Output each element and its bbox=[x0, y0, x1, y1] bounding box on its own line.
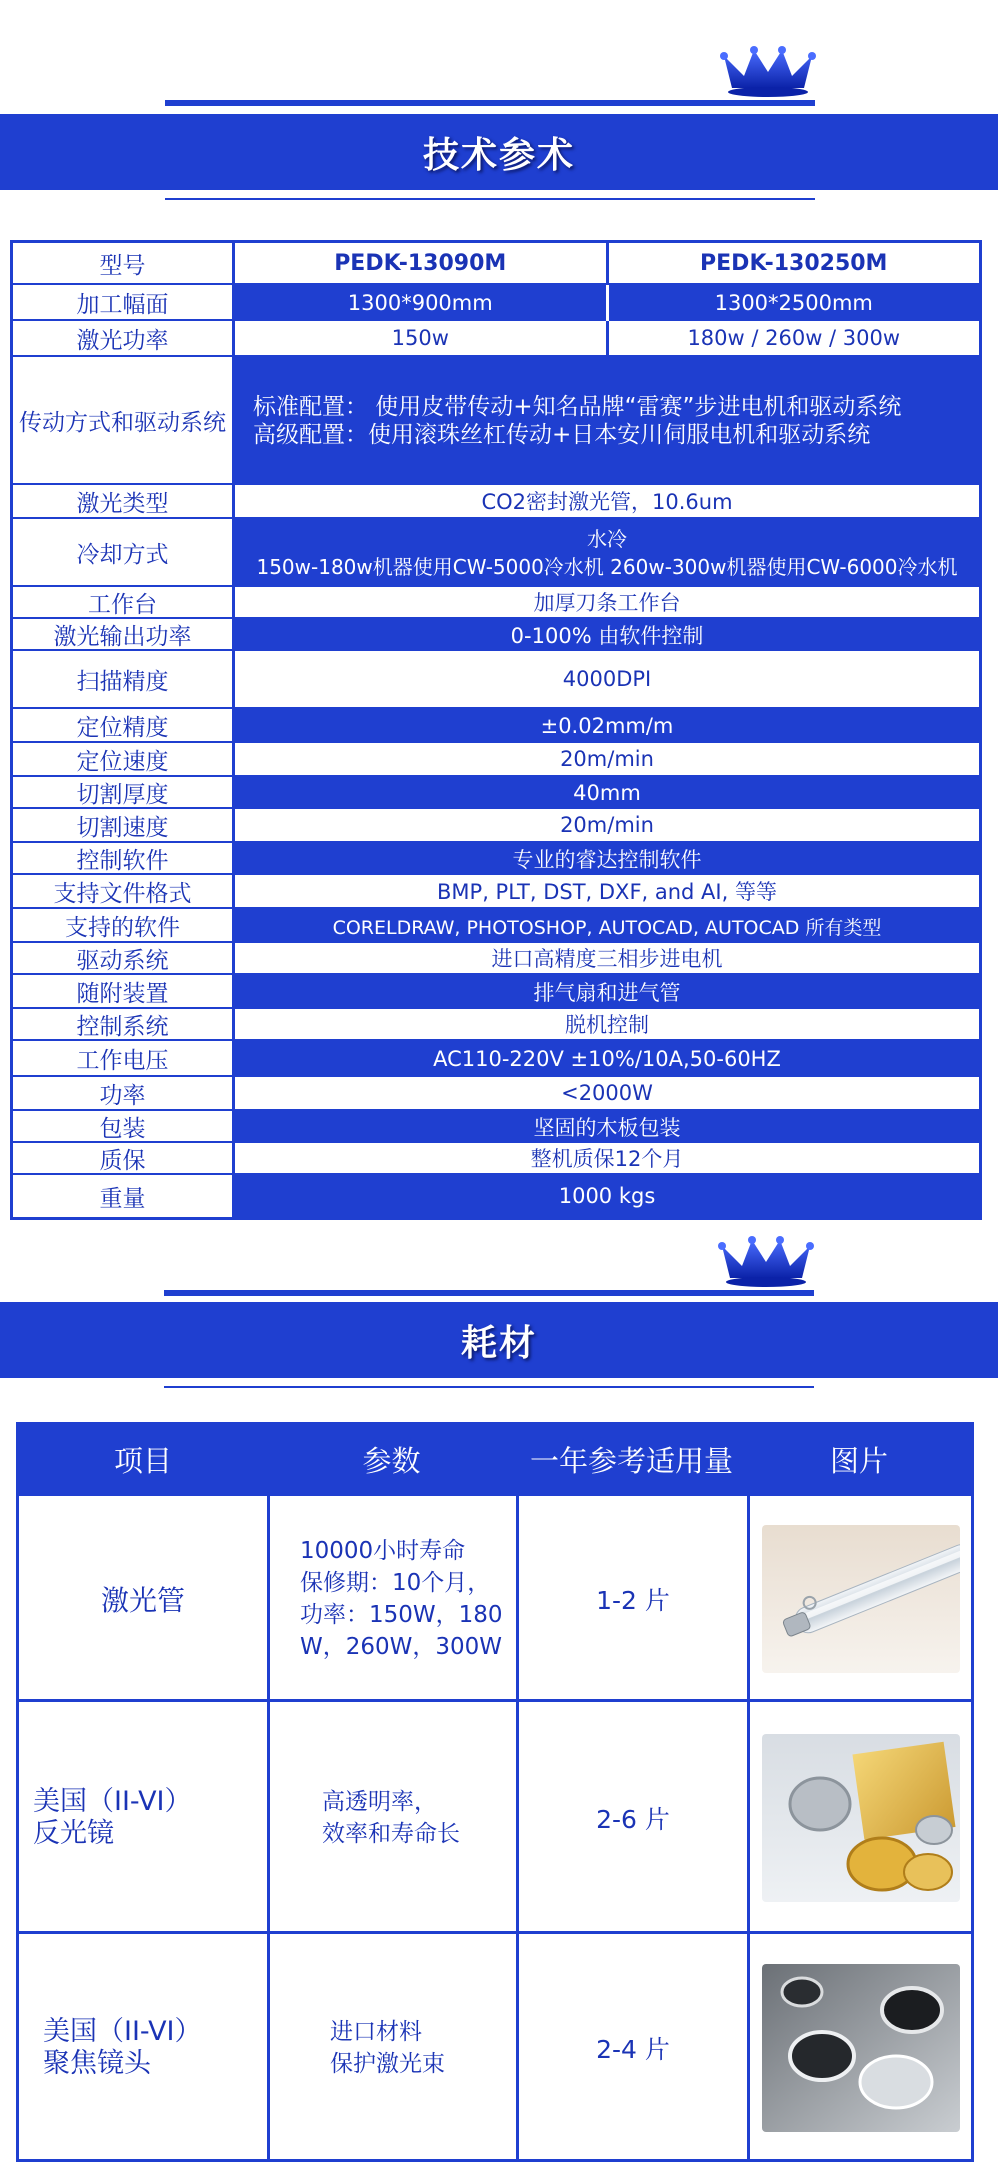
spec-value: AC110-220V ±10%/10A,50-60HZ bbox=[235, 1041, 979, 1077]
spec-value: <2000W bbox=[235, 1077, 979, 1111]
spec-label: 工作电压 bbox=[13, 1041, 235, 1077]
spec-label: 冷却方式 bbox=[13, 519, 235, 587]
spec-value: 40mm bbox=[235, 777, 979, 809]
section-banner-consumables bbox=[0, 1302, 998, 1378]
column-header: 图片 bbox=[829, 1443, 888, 1478]
spec-value: 专业的睿达控制软件 bbox=[235, 843, 979, 875]
param-line: W，260W，300W bbox=[300, 1634, 503, 1660]
param-line: 功率：150W，180 bbox=[300, 1602, 503, 1628]
column-header: 一年参考适用量 bbox=[529, 1443, 733, 1478]
spec-value-line: 标准配置： 使用皮带传动+知名品牌“雷赛”步进电机和驱动系统 bbox=[253, 394, 902, 420]
spec-label: 加工幅面 bbox=[13, 285, 235, 321]
param-line: 10000小时寿命 bbox=[300, 1538, 466, 1564]
spec-value: 排气扇和进气管 bbox=[235, 975, 979, 1009]
item-name-line: 聚焦镜头 bbox=[43, 2048, 151, 2079]
section-title: 耗材 bbox=[460, 1322, 537, 1364]
model-name: PEDK-130250M bbox=[606, 243, 980, 285]
spec-value: 20m/min bbox=[235, 809, 979, 843]
spec-value: CORELDRAW, PHOTOSHOP, AUTOCAD, AUTOCAD 所有类型 bbox=[235, 909, 979, 943]
column-header: 参数 bbox=[362, 1443, 421, 1478]
spec-label: 支持文件格式 bbox=[13, 875, 235, 909]
spec-value: 4000DPI bbox=[235, 651, 979, 709]
laser-tube-image bbox=[762, 1525, 960, 1673]
consumables-table bbox=[16, 1422, 974, 2162]
divider bbox=[164, 1386, 814, 1388]
spec-value: 1300*900mm bbox=[235, 285, 606, 321]
item-name-line: 反光镜 bbox=[33, 1818, 114, 1849]
spec-label: 功率 bbox=[13, 1077, 235, 1111]
spec-value: CO2密封激光管，10.6um bbox=[235, 485, 979, 519]
spec-label: 切割速度 bbox=[13, 809, 235, 843]
spec-value: 150w bbox=[235, 321, 606, 357]
spec-label: 定位速度 bbox=[13, 743, 235, 777]
item-name-line: 美国（II-VI） bbox=[43, 2016, 202, 2047]
item-name: 激光管 bbox=[100, 1584, 185, 1617]
section-title: 技术参术 bbox=[422, 134, 575, 176]
spec-label: 随附装置 bbox=[13, 975, 235, 1009]
spec-label: 工作台 bbox=[13, 587, 235, 619]
crown-icon bbox=[716, 1232, 816, 1288]
spec-value-line: 水冷 bbox=[587, 527, 627, 551]
annual-qty: 1-2 片 bbox=[516, 1496, 747, 1702]
spec-label: 包装 bbox=[13, 1111, 235, 1143]
item-name-line: 美国（II-VI） bbox=[33, 1786, 192, 1817]
spec-value: ±0.02mm/m bbox=[235, 709, 979, 743]
column-header: 项目 bbox=[113, 1443, 172, 1478]
spec-label: 激光类型 bbox=[13, 485, 235, 519]
table-row bbox=[19, 1931, 971, 2162]
table-row bbox=[19, 1493, 971, 1702]
model-name: PEDK-13090M bbox=[235, 243, 606, 285]
param-line: 保护激光束 bbox=[330, 2051, 445, 2077]
spec-label: 定位精度 bbox=[13, 709, 235, 743]
divider bbox=[165, 198, 815, 200]
divider bbox=[164, 1290, 814, 1296]
param-line: 进口材料 bbox=[330, 2019, 422, 2045]
spec-value-line: 150w-180w机器使用CW-5000冷水机 260w-300w机器使用CW-6000冷水机 bbox=[256, 555, 958, 579]
spec-value: 进口高精度三相步进电机 bbox=[235, 943, 979, 975]
table-header bbox=[19, 1425, 971, 1493]
spec-label: 支持的软件 bbox=[13, 909, 235, 943]
spec-value: BMP, PLT, DST, DXF, and AI, 等等 bbox=[235, 875, 979, 909]
spec-label: 激光功率 bbox=[13, 321, 235, 357]
spec-value: 加厚刀条工作台 bbox=[235, 587, 979, 619]
spec-label: 控制软件 bbox=[13, 843, 235, 875]
spec-label: 质保 bbox=[13, 1143, 235, 1175]
section-banner-tech bbox=[0, 114, 998, 190]
spec-value: 整机质保12个月 bbox=[235, 1143, 979, 1175]
annual-qty: 2-4 片 bbox=[516, 1934, 747, 2162]
param-line: 效率和寿命长 bbox=[322, 1821, 460, 1847]
spec-label: 激光输出功率 bbox=[13, 619, 235, 651]
spec-label: 控制系统 bbox=[13, 1009, 235, 1041]
param-line: 高透明率， bbox=[322, 1789, 437, 1815]
param-line: 保修期：10个月， bbox=[300, 1570, 491, 1596]
spec-value: 脱机控制 bbox=[235, 1009, 979, 1041]
spec-label: 型号 bbox=[13, 243, 235, 285]
divider bbox=[165, 100, 815, 106]
spec-label: 驱动系统 bbox=[13, 943, 235, 975]
table-row bbox=[19, 1699, 971, 1934]
spec-table bbox=[10, 240, 982, 1220]
annual-qty: 2-6 片 bbox=[516, 1702, 747, 1934]
spec-value: 20m/min bbox=[235, 743, 979, 777]
spec-value: 0-100% 由软件控制 bbox=[235, 619, 979, 651]
focus-lens-image bbox=[762, 1964, 960, 2132]
spec-label: 重量 bbox=[13, 1175, 235, 1217]
crown-icon bbox=[718, 42, 818, 98]
spec-label: 传动方式和驱动系统 bbox=[13, 357, 235, 485]
spec-value: 180w / 260w / 300w bbox=[606, 321, 980, 357]
spec-value-line: 高级配置：使用滚珠丝杠传动+日本安川伺服电机和驱动系统 bbox=[253, 422, 871, 448]
spec-value: 坚固的木板包装 bbox=[235, 1111, 979, 1143]
spec-label: 切割厚度 bbox=[13, 777, 235, 809]
mirror-image bbox=[762, 1734, 960, 1902]
spec-value: 1300*2500mm bbox=[606, 285, 980, 321]
spec-label: 扫描精度 bbox=[13, 651, 235, 709]
spec-value: 1000 kgs bbox=[235, 1175, 979, 1217]
